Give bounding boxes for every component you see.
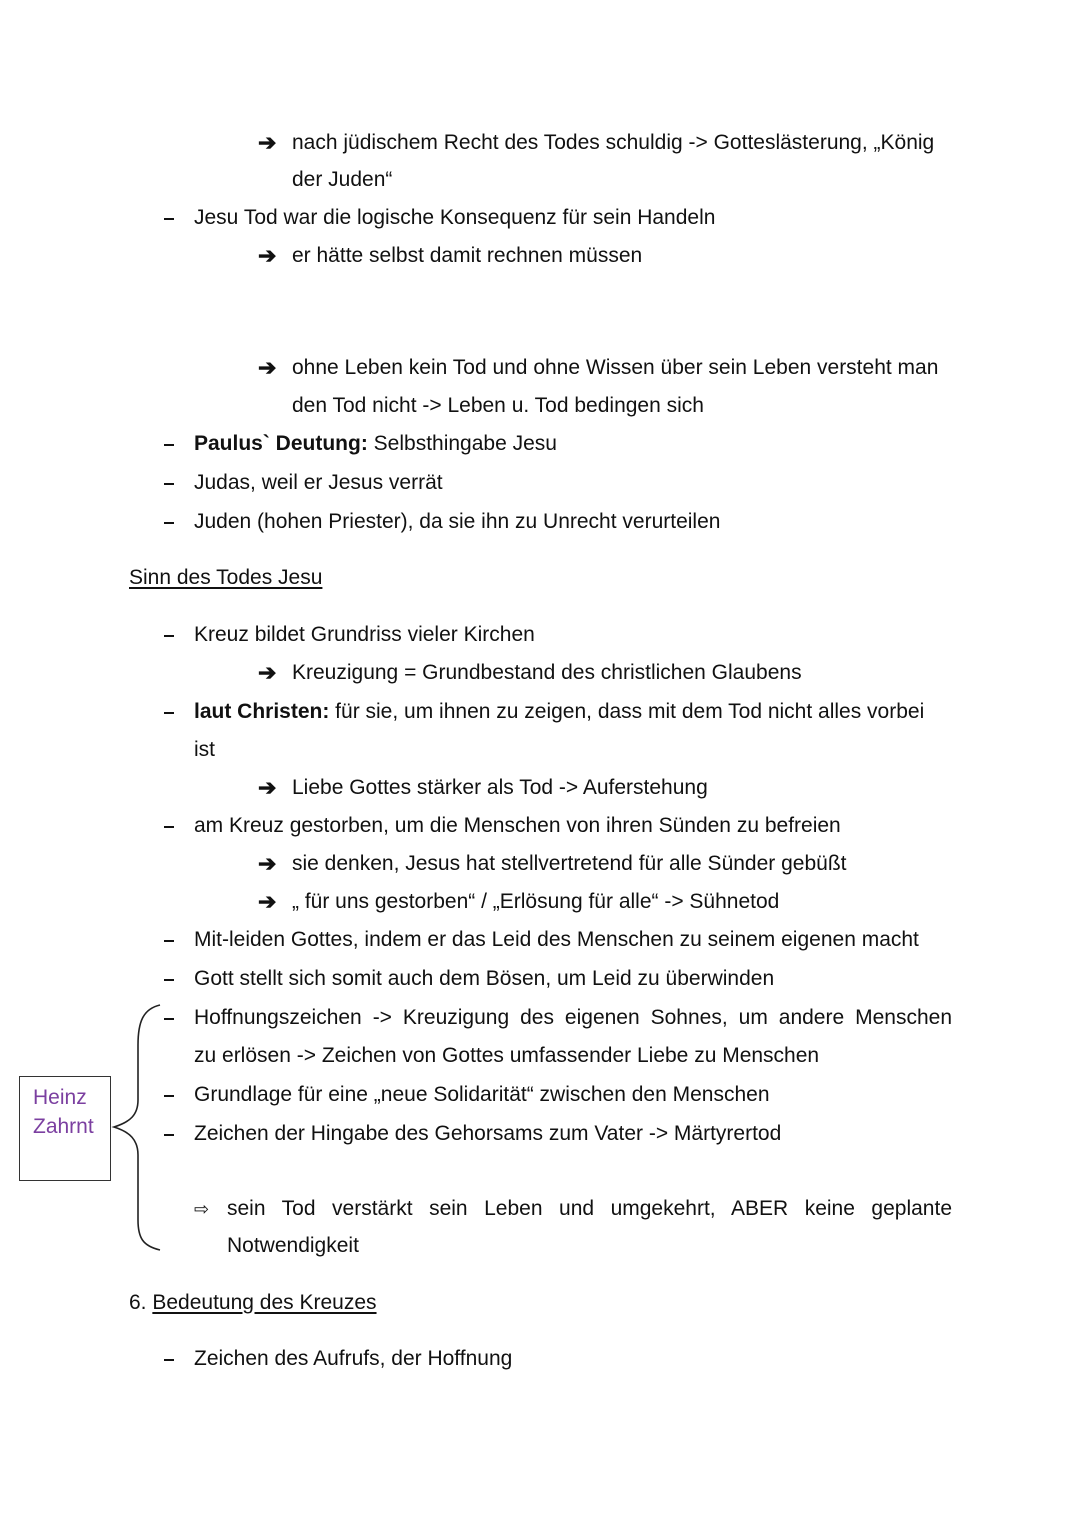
hollow-arrow-icon: ⇨	[194, 1199, 210, 1219]
arrow-icon: ➔	[258, 851, 277, 876]
bullet-text: am Kreuz gestorben, um die Menschen von ihren Sünden zu befreien	[194, 814, 841, 837]
bullet-rest: Selbsthingabe Jesu	[367, 432, 557, 455]
text-line: „ für uns gestorben“ / „Erlösung für alle“ -> Sühnetod	[292, 890, 780, 913]
bold-label: Paulus` Deutung:	[194, 432, 368, 455]
text-line: der Juden“	[292, 168, 393, 191]
arrow-icon: ➔	[258, 775, 277, 800]
bullet-text: Jesu Tod war die logische Konsequenz für sein Handeln	[194, 206, 716, 229]
text-line: Kreuzigung = Grundbestand des christlichen Glaubens	[292, 661, 802, 684]
bullet-text: Gott stellt sich somit auch dem Bösen, um Leid zu überwinden	[194, 967, 775, 990]
bullet-text: Mit-leiden Gottes, indem er das Leid des Menschen zu seinem eigenen macht	[194, 928, 919, 951]
bullet-text: Zeichen der Hingabe des Gehorsams zum Vater -> Märtyrertod	[194, 1122, 782, 1145]
text-line: ist	[194, 738, 215, 761]
bold-label: laut Christen:	[194, 700, 330, 723]
arrow-icon: ➔	[258, 660, 277, 685]
bullet-text: Judas, weil er Jesus verrät	[194, 471, 443, 494]
section-title: Bedeutung des Kreuzes	[152, 1291, 377, 1314]
text-line: Notwendigkeit	[227, 1234, 359, 1257]
bullet-text: Hoffnungszeichen -> Kreuzigung des eigenen Sohnes, um andere Menschen	[194, 1006, 952, 1029]
section-number: 6.	[129, 1291, 147, 1314]
text-line: nach jüdischem Recht des Todes schuldig -> Gotteslästerung, „König	[292, 131, 935, 154]
text-line: Liebe Gottes stärker als Tod -> Auferstehung	[292, 776, 708, 799]
bullet-text: Kreuz bildet Grundriss vieler Kirchen	[194, 623, 535, 646]
text-line: zu erlösen -> Zeichen von Gottes umfassender Liebe zu Menschen	[194, 1044, 820, 1067]
bullet-text: Juden (hohen Priester), da sie ihn zu Unrecht verurteilen	[194, 510, 721, 533]
margin-note-line: Heinz	[33, 1086, 87, 1109]
arrow-icon: ➔	[258, 243, 277, 268]
text-line: sie denken, Jesus hat stellvertretend für alle Sünder gebüßt	[292, 852, 847, 875]
text-line: ohne Leben kein Tod und ohne Wissen über sein Leben versteht man	[292, 356, 939, 379]
section-heading: Sinn des Todes Jesu	[129, 566, 323, 589]
arrow-icon: ➔	[258, 889, 277, 914]
margin-note-line: Zahrnt	[33, 1115, 94, 1138]
bullet-rest: für sie, um ihnen zu zeigen, dass mit dem Tod nicht alles vorbei	[329, 700, 925, 723]
bullet-text: Grundlage für eine „neue Solidarität“ zwischen den Menschen	[194, 1083, 770, 1106]
text-line: sein Tod verstärkt sein Leben und umgekehrt, ABER keine geplante	[227, 1197, 952, 1220]
arrow-icon: ➔	[258, 130, 277, 155]
text-line: den Tod nicht -> Leben u. Tod bedingen sich	[292, 394, 704, 417]
arrow-icon: ➔	[258, 355, 277, 380]
bullet-text: Zeichen des Aufrufs, der Hoffnung	[194, 1347, 513, 1370]
section-heading	[129, 1290, 377, 1316]
text-line: er hätte selbst damit rechnen müssen	[292, 244, 643, 267]
bullet-dash	[164, 1359, 174, 1361]
